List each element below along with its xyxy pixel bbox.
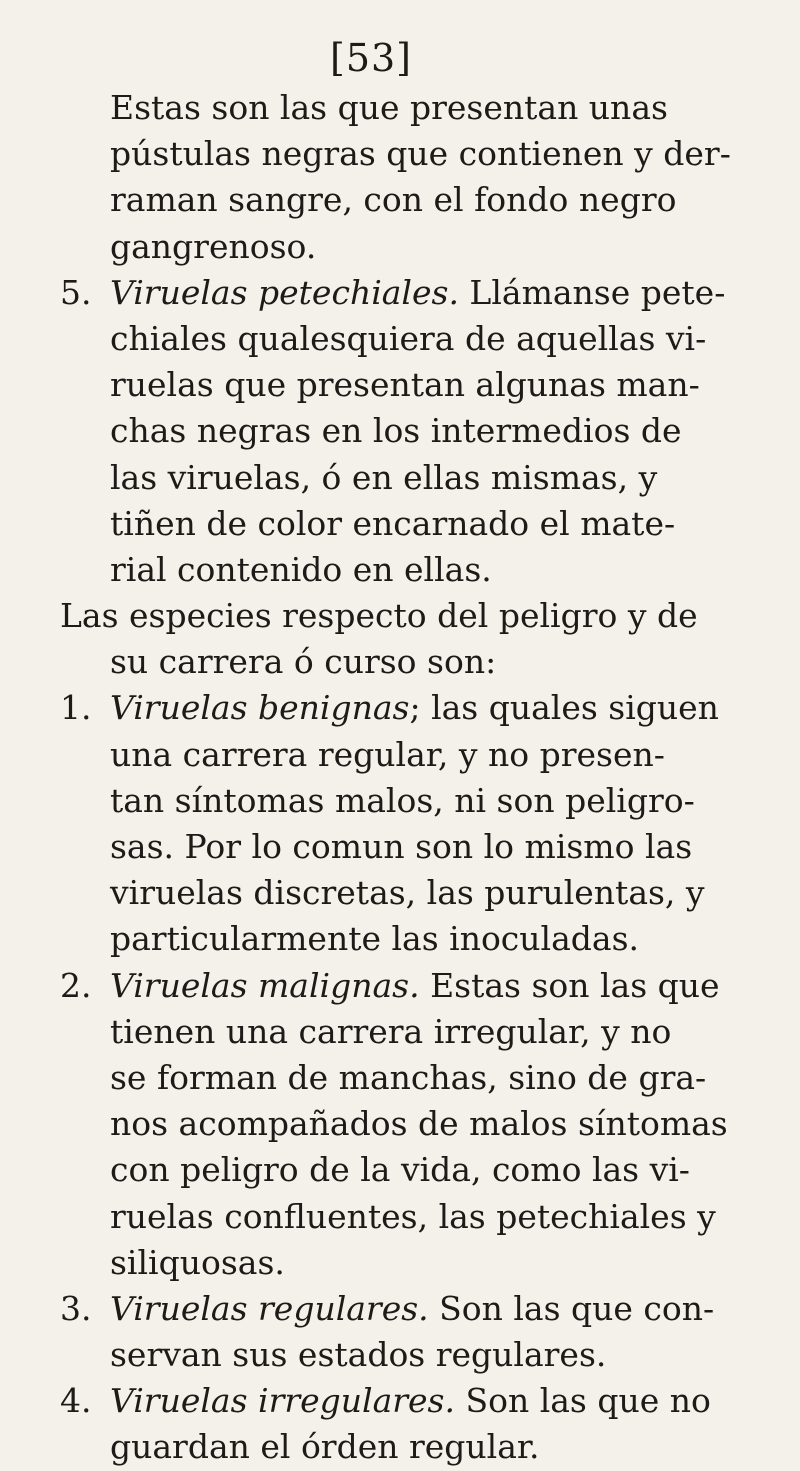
- text-line: [60, 824, 740, 870]
- text-line: [60, 1101, 740, 1147]
- line-text: Estas son las que: [419, 965, 720, 1005]
- line-text: una carrera regular, y no presen-: [110, 734, 665, 774]
- text-line: [60, 1147, 740, 1193]
- line-text: pústulas negras que contienen y der-: [110, 134, 731, 174]
- text-line: [60, 316, 740, 362]
- page-number: [53]: [330, 36, 413, 80]
- line-text: ; las quales siguen: [409, 688, 719, 728]
- line-text: sas. Por lo comun son lo mismo las: [110, 827, 693, 866]
- text-line: [60, 131, 740, 177]
- line-text: ruelas confluentes, las petechiales y: [110, 1196, 716, 1236]
- text-line: [60, 1286, 740, 1332]
- text-line: [60, 963, 740, 1009]
- line-text: gangrenoso.: [110, 226, 317, 266]
- line-text: raman sangre, con el fondo negro: [110, 180, 677, 220]
- item-number: 2.: [60, 965, 92, 1005]
- text-line: [60, 1378, 740, 1424]
- item-number: 3.: [60, 1288, 92, 1328]
- line-text: servan sus estados regulares.: [110, 1335, 607, 1375]
- line-text: chas negras en los intermedios de: [110, 411, 682, 451]
- term-heading: Viruelas regulares.: [110, 1288, 429, 1328]
- line-text: tan síntomas malos, ni son peligro-: [110, 780, 695, 820]
- line-text: Son las que con-: [428, 1288, 715, 1328]
- text-line: [60, 85, 740, 131]
- line-text: ruelas que presentan algunas man-: [110, 365, 700, 405]
- line-text: siliquosas.: [110, 1242, 285, 1282]
- text-line: [60, 778, 740, 824]
- text-line: [60, 732, 740, 778]
- line-text: guardan el órden regular.: [110, 1427, 540, 1467]
- item-number: 4.: [60, 1381, 92, 1421]
- line-text: con peligro de la vida, como las vi-: [110, 1150, 690, 1190]
- term-heading: Viruelas irregulares.: [110, 1381, 455, 1421]
- text-line: [60, 1194, 740, 1240]
- text-line: [60, 547, 740, 593]
- term-heading: Viruelas benignas: [110, 688, 410, 728]
- text-line: [60, 455, 740, 501]
- line-text: tienen una carrera irregular, y no: [110, 1011, 672, 1051]
- text-line: [60, 916, 740, 962]
- line-text: tiñen de color encarnado el mate-: [110, 503, 676, 543]
- term-heading: Viruelas petechiales.: [110, 272, 459, 312]
- line-text: su carrera ó curso son:: [110, 642, 497, 682]
- text-line: [60, 224, 740, 270]
- line-text: Las especies respecto del peligro y de: [60, 596, 698, 636]
- line-text: las viruelas, ó en ellas mismas, y: [110, 457, 658, 497]
- text-line: [60, 1424, 740, 1470]
- text-line: [60, 593, 740, 639]
- text-line: [60, 270, 740, 316]
- text-line: [60, 501, 740, 547]
- line-text: chiales qualesquiera de aquellas vi-: [110, 318, 707, 358]
- page-text: [60, 85, 740, 1471]
- item-number: 1.: [60, 688, 92, 728]
- line-text: particularmente las inoculadas.: [110, 919, 639, 959]
- text-line: [60, 1240, 740, 1286]
- text-line: [60, 177, 740, 223]
- item-number: 5.: [60, 272, 92, 312]
- text-line: [60, 685, 740, 731]
- text-line: [60, 362, 740, 408]
- text-line: [60, 1332, 740, 1378]
- line-text: Son las que no: [455, 1381, 711, 1421]
- line-text: nos acompañados de malos síntomas: [110, 1104, 728, 1144]
- text-line: [60, 1055, 740, 1101]
- line-text: viruelas discretas, las purulentas, y: [110, 873, 705, 913]
- text-line: [60, 408, 740, 454]
- line-text: Estas son las que presentan unas: [110, 88, 668, 127]
- text-line: [60, 639, 740, 685]
- text-line: [60, 1009, 740, 1055]
- line-text: rial contenido en ellas.: [110, 549, 492, 589]
- text-line: [60, 870, 740, 916]
- term-heading: Viruelas malignas.: [110, 965, 420, 1005]
- line-text: se forman de manchas, sino de gra-: [110, 1057, 707, 1097]
- line-text: Llámanse pete-: [458, 272, 726, 312]
